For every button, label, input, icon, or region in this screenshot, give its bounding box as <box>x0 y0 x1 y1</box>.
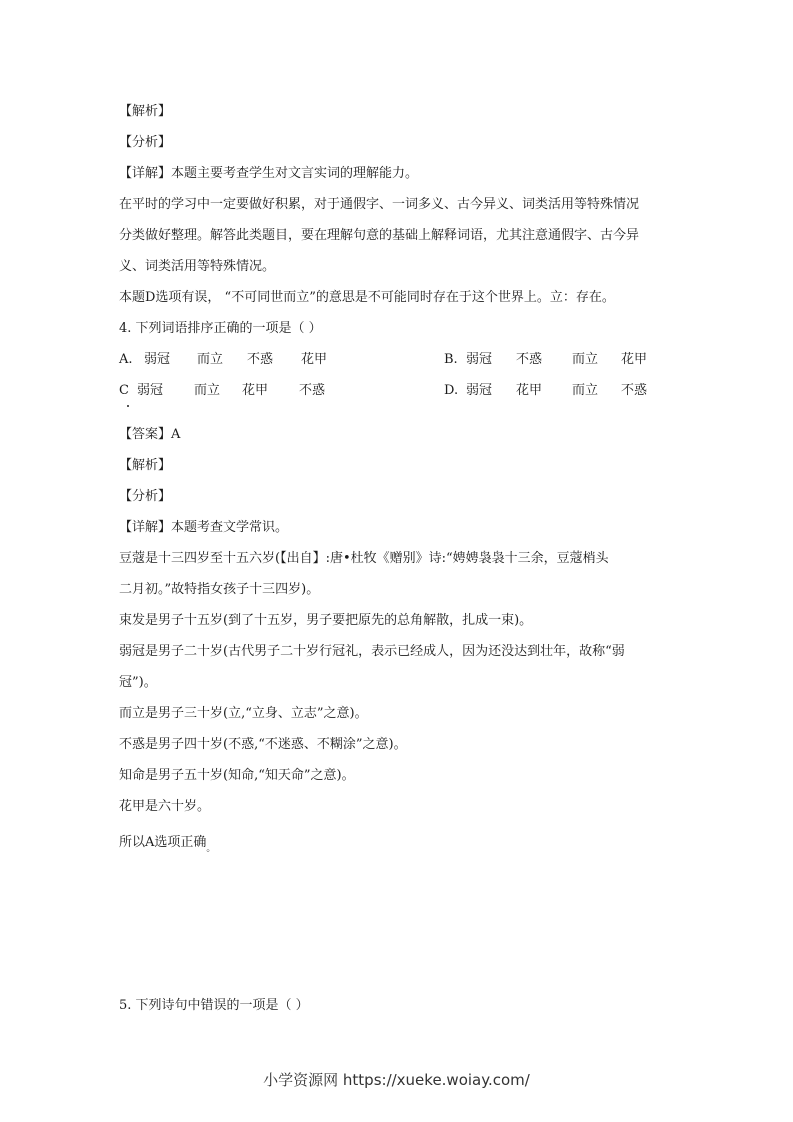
explanation-line: 而立是男子三十岁(立,“立身、立志”之意)。 <box>119 706 368 721</box>
option-c <box>119 382 325 400</box>
conclusion-period: 。 <box>206 844 216 854</box>
option-term: 花甲 <box>516 383 543 398</box>
jiexi-heading: 【解析】 <box>119 104 172 119</box>
option-term: 而立 <box>194 383 221 398</box>
stray-dot <box>127 405 129 407</box>
option-term: 花甲 <box>242 383 269 398</box>
analysis-text-line: 在平时的学习中一定要做好积累，对于通假字、一词多义、古今异义、词类活用等特殊情况 <box>119 197 640 212</box>
explanation-line: 不惑是男子四十岁(不惑,“不迷惑、不糊涂”之意)。 <box>119 737 407 752</box>
option-term: 不惑 <box>516 352 543 367</box>
fenxi-heading: 【分析】 <box>119 135 172 150</box>
analysis-text-line: 分类做好整理。解答此类题目，要在理解句意的基础上解释词语，尤其注意通假字、古今异 <box>119 228 640 243</box>
footer-watermark: 小学资源网 https://xueke.woiay.com/ <box>263 1071 530 1089</box>
option-label: B. <box>444 352 458 367</box>
option-term: 弱冠 <box>466 383 493 398</box>
explanation-line: 弱冠是男子二十岁(古代男子二十岁行冠礼，表示已经成人，因为还没达到壮年，故称“弱 <box>119 644 625 659</box>
option-term: 不惑 <box>299 383 326 398</box>
option-label: C <box>119 383 129 398</box>
explanation-line: 知命是男子五十岁(知命,“知天命”之意)。 <box>119 768 355 783</box>
explanation-line: 束发是男子十五岁(到了十五岁，男子要把原先的总角解散，扎成一束)。 <box>119 613 533 628</box>
option-d <box>444 382 647 400</box>
jiexi-heading: 【解析】 <box>119 458 172 473</box>
analysis-conclusion: 本题D选项有误， “不可同世而立”的意思是不可能同时存在于这个世界上。立：存在。 <box>119 290 615 305</box>
option-term: 而立 <box>572 352 599 367</box>
option-b <box>444 351 647 369</box>
option-term: 弱冠 <box>137 383 164 398</box>
analysis-text-line: 义、词类活用等特殊情况。 <box>119 259 276 274</box>
explanation-line: 二月初。”故特指女孩子十三四岁)。 <box>119 582 320 597</box>
option-label: D. <box>444 383 459 398</box>
option-term: 而立 <box>197 352 224 367</box>
option-term: 弱冠 <box>144 352 171 367</box>
explanation-line: 冠”)。 <box>119 675 157 690</box>
explanation-line: 豆蔻是十三四岁至十五六岁(【出自】:唐•杜牧《赠别》诗:“娉娉袅袅十三余，豆蔻梢头 <box>119 551 609 566</box>
answer-line: 【答案】A <box>119 427 181 442</box>
explanation-line: 花甲是六十岁。 <box>119 799 211 814</box>
xiangjie-paragraph: 【详解】本题主要考查学生对文言实词的理解能力。 <box>119 166 419 181</box>
option-term: 弱冠 <box>466 352 493 367</box>
question-5-stem: 5. 下列诗句中错误的一项是（ ） <box>119 998 309 1013</box>
option-term: 花甲 <box>301 352 328 367</box>
option-a <box>119 351 327 369</box>
option-term: 不惑 <box>621 383 648 398</box>
xiangjie-paragraph: 【详解】本题考查文学常识。 <box>119 520 289 535</box>
option-term: 花甲 <box>621 352 648 367</box>
option-term: 不惑 <box>247 352 274 367</box>
option-term: 而立 <box>572 383 599 398</box>
question-4-stem: 4. 下列词语排序正确的一项是（ ） <box>119 321 322 336</box>
option-label: A. <box>119 352 133 367</box>
fenxi-heading: 【分析】 <box>119 489 172 504</box>
conclusion-line <box>119 834 215 853</box>
conclusion-text: 所以A选项正确 <box>119 835 207 850</box>
